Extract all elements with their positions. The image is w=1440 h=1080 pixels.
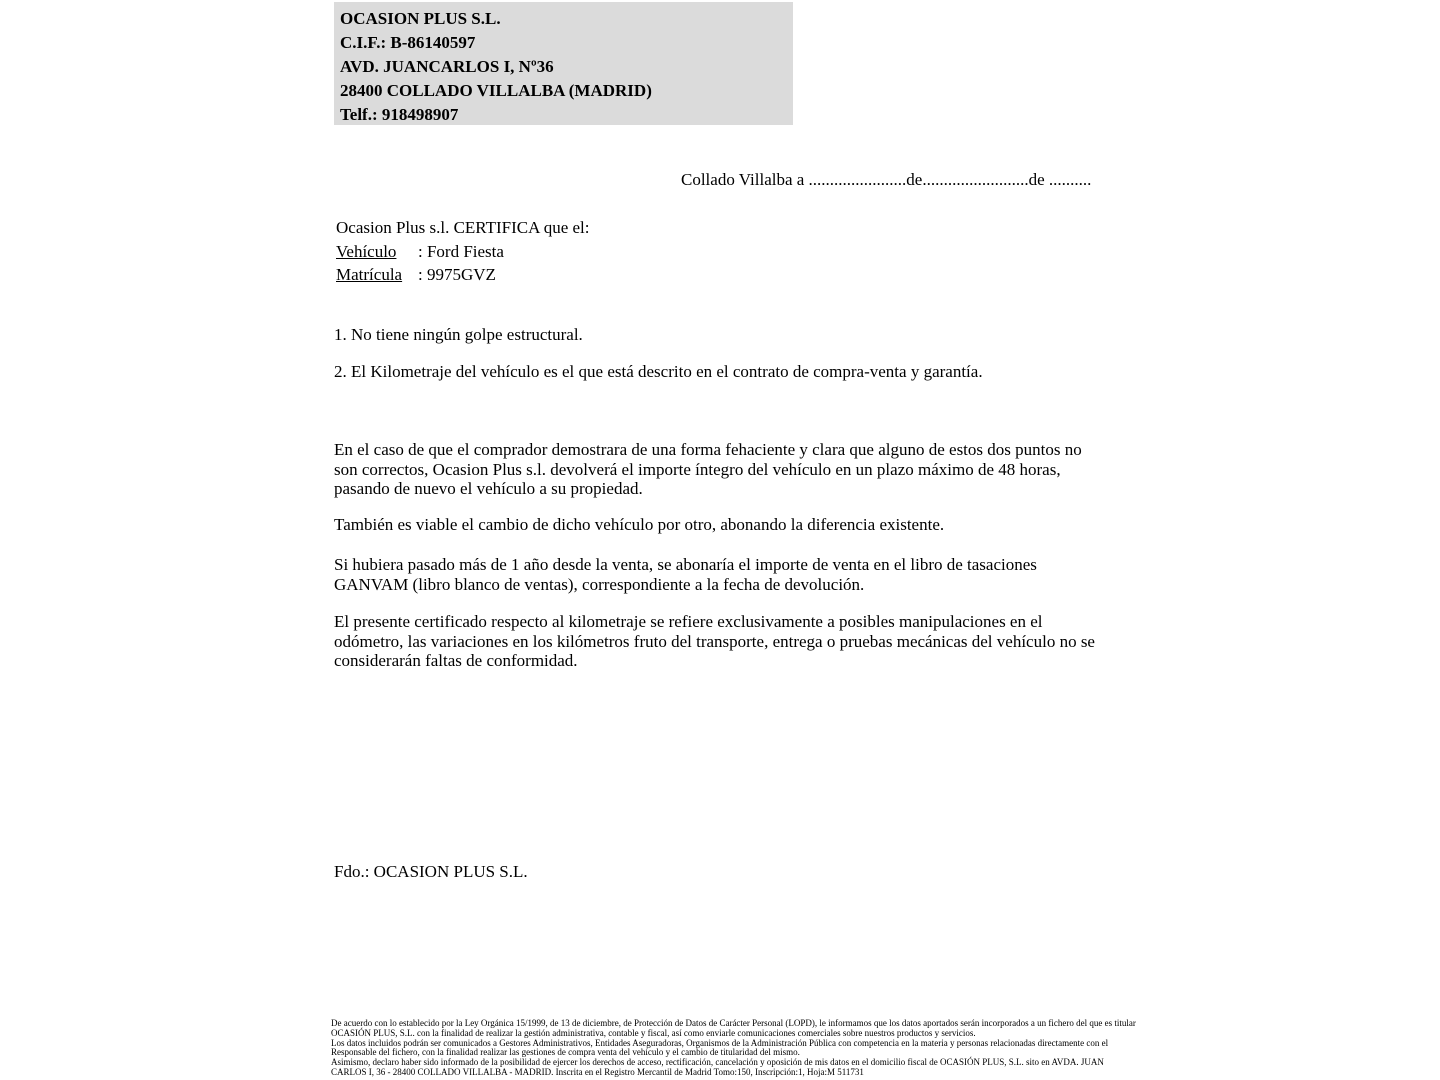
terms-paragraph-odometer: El presente certificado respecto al kilometraje se refiere exclusivamente a posibles manipulaciones en el odómetro, las variaciones en los kilómetros fruto del transporte, entrega o pruebas mecánicas del vehículo no se considerarán faltas de conformidad.: [334, 612, 1095, 671]
vehicle-label: Vehículo: [336, 241, 397, 261]
plate-row: [336, 263, 590, 287]
terms-paragraph-exchange: También es viable el cambio de dicho vehículo por otro, abonando la diferencia existente.: [334, 515, 945, 534]
date-line: Collado Villalba a .......................de.........................de ..........: [681, 170, 1092, 189]
vehicle-value: : Ford Fiesta: [418, 241, 504, 261]
plate-value: : 9975GVZ: [418, 265, 496, 284]
legal-footer: [331, 1018, 1136, 1078]
terms-paragraph-ganvam: Si hubiera pasado más de 1 año desde la venta, se abonaría el importe de venta en el libro de tasaciones GANVAM (libro blanco de ventas), correspondiente a la fecha de devolución.: [334, 555, 1037, 594]
plate-label: Matrícula: [336, 265, 403, 284]
terms-paragraph-refund: En el caso de que el comprador demostrara de una forma fehaciente y clara que alguno de estos dos puntos no son correctos, Ocasion Plus s.l. devolverá el importe íntegro del vehículo en un plazo máximo de 48 horas, pasando de nuevo el vehículo a su propiedad.: [334, 440, 1082, 499]
company-cif: C.I.F.: B-86140597: [340, 33, 476, 52]
certificate-point-2: 2. El Kilometraje del vehículo es el que está descrito en el contrato de compra-venta y garantía.: [334, 362, 983, 381]
vehicle-row: [336, 240, 590, 264]
company-name: OCASION PLUS S.L.: [340, 9, 501, 28]
certificate-point-1: 1. No tiene ningún golpe estructural.: [334, 325, 583, 344]
company-address: AVD. JUANCARLOS I, Nº36: [340, 57, 554, 76]
legal-line: Los datos incluidos podrán ser comunicados a Gestores Administrativos, Entidades Aseguradoras, Organismos de la Administración Pública con competencia en la materia y personas relacionadas directamente con el: [331, 1037, 1109, 1048]
legal-line: Asimismo, declaro haber sido informado de la posibilidad de ejercer los derechos de acceso, rectificación, cancelación y oposición de mis datos en el domicilio fiscal de OCASIÓN PLUS, S.L. sito en AVDA. JUAN: [331, 1057, 1104, 1068]
company-header-box: [334, 2, 793, 125]
company-phone: Telf.: 918498907: [340, 105, 459, 124]
company-city: 28400 COLLADO VILLALBA (MADRID): [340, 81, 652, 100]
legal-line: Responsable del fichero, con la finalidad realizar las gestiones de compra venta del vehículo y el cambio de titularidad del mismo.: [331, 1047, 800, 1058]
certify-intro: Ocasion Plus s.l. CERTIFICA que el:: [336, 218, 590, 237]
legal-line: CARLOS I, 36 - 28400 COLLADO VILLALBA - MADRID. Inscrita en el Registro Mercantil de Madrid Tomo:150, Inscripción:1, Hoja:M 511731: [331, 1066, 864, 1077]
legal-line: De acuerdo con lo establecido por la Ley Orgánica 15/1999, de 13 de diciembre, de Protección de Datos de Carácter Personal (LOPD), le informamos que los datos aportados serán incorporados a un fichero del que es titular: [331, 1018, 1136, 1028]
certification-block: [336, 216, 590, 287]
legal-line: OCASIÓN PLUS, S.L. con la finalidad de realizar la gestión administrativa, contable y fiscal, así como enviarle comunicaciones comerciales sobre nuestros productos y servicios.: [331, 1027, 976, 1038]
signature-line: Fdo.: OCASION PLUS S.L.: [334, 862, 528, 881]
